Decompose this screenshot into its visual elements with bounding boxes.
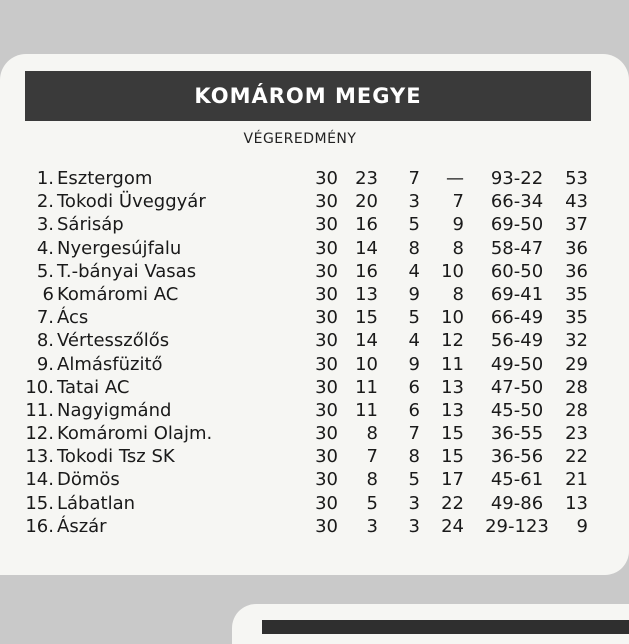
goals-cell: 56-49 — [490, 330, 544, 352]
drawn-cell: 5 — [408, 469, 420, 491]
won-cell: 23 — [355, 168, 378, 189]
table-row — [0, 445, 629, 468]
rank-cell: 15. — [25, 492, 54, 514]
team-name: Ács — [57, 307, 89, 329]
points-cell: 9 — [576, 515, 588, 537]
won-cell: 16 — [355, 214, 378, 236]
played-cell: 30 — [315, 423, 338, 445]
table-row — [0, 422, 629, 445]
points-cell: 22 — [565, 446, 588, 468]
played-cell: 30 — [315, 492, 338, 514]
team-name: Komáromi AC — [57, 283, 179, 305]
rank-cell: 2. — [36, 191, 54, 213]
lost-cell: 13 — [441, 376, 464, 398]
points-cell: 35 — [565, 307, 588, 329]
page-title: KOMÁROM MEGYE — [194, 84, 422, 108]
points-cell: 28 — [565, 399, 588, 421]
drawn-cell: 7 — [408, 423, 420, 445]
rank-cell: 8. — [36, 330, 54, 352]
points-cell: 43 — [565, 191, 588, 213]
drawn-cell: 3 — [408, 515, 420, 537]
goals-cell: 45-50 — [490, 399, 544, 421]
won-cell: 14 — [355, 330, 378, 352]
lost-cell: 22 — [441, 492, 464, 514]
standings-table — [0, 167, 629, 538]
points-cell: 23 — [565, 423, 588, 445]
won-cell: 7 — [366, 446, 378, 468]
subtitle: VÉGEREDMÉNY — [243, 131, 357, 147]
played-cell: 30 — [315, 515, 338, 537]
table-row — [0, 237, 629, 260]
goals-cell: 47-50 — [490, 376, 544, 398]
won-cell: 11 — [355, 399, 378, 421]
goals-cell: 45-61 — [490, 469, 544, 491]
lost-cell: 15 — [441, 423, 464, 445]
goals-cell: 69-50 — [490, 214, 544, 236]
table-row — [0, 376, 629, 399]
points-cell: 36 — [565, 260, 588, 282]
table-row — [0, 353, 629, 376]
drawn-cell: 5 — [408, 214, 420, 236]
lost-cell: 10 — [441, 307, 464, 329]
team-name: T.-bányai Vasas — [57, 260, 197, 282]
played-cell: 30 — [315, 446, 338, 468]
lost-cell: 8 — [452, 237, 464, 259]
played-cell: 30 — [315, 237, 338, 259]
points-cell: 35 — [565, 283, 588, 305]
team-name: Tokodi Tsz SK — [57, 446, 175, 468]
rank-cell: 13. — [25, 446, 54, 468]
goals-cell: 66-49 — [490, 307, 544, 329]
rank-cell: 12. — [25, 423, 54, 445]
drawn-cell: 6 — [408, 399, 420, 421]
won-cell: 13 — [355, 283, 378, 305]
lost-cell: 7 — [452, 191, 464, 213]
won-cell: 15 — [355, 307, 378, 329]
points-cell: 37 — [565, 214, 588, 236]
table-row — [0, 283, 629, 306]
team-name: Ászár — [57, 515, 107, 537]
won-cell: 11 — [355, 376, 378, 398]
played-cell: 30 — [315, 353, 338, 375]
lost-cell: 13 — [441, 399, 464, 421]
rank-cell: 16. — [25, 515, 54, 537]
header-bar — [25, 71, 591, 121]
rank-cell: 6 — [42, 283, 54, 305]
goals-cell: 93-22 — [490, 168, 544, 189]
played-cell: 30 — [315, 168, 338, 189]
rank-cell: 5. — [36, 260, 54, 282]
won-cell: 5 — [366, 492, 378, 514]
lost-cell: 9 — [452, 214, 464, 236]
next-clipping-header-bar — [262, 620, 629, 634]
drawn-cell: 8 — [408, 446, 420, 468]
played-cell: 30 — [315, 260, 338, 282]
played-cell: 30 — [315, 399, 338, 421]
won-cell: 16 — [355, 260, 378, 282]
table-row — [0, 190, 629, 213]
points-cell: 36 — [565, 237, 588, 259]
drawn-cell: 5 — [408, 307, 420, 329]
won-cell: 3 — [366, 515, 378, 537]
points-cell: 29 — [565, 353, 588, 375]
drawn-cell: 3 — [408, 191, 420, 213]
table-row — [0, 260, 629, 283]
lost-cell: 12 — [441, 330, 464, 352]
drawn-cell: 4 — [408, 330, 420, 352]
lost-cell: 10 — [441, 260, 464, 282]
rank-cell: 7. — [36, 307, 54, 329]
drawn-cell: 3 — [408, 492, 420, 514]
goals-cell: 60-50 — [490, 260, 544, 282]
points-cell: 21 — [565, 469, 588, 491]
goals-cell: 29-123 — [485, 515, 549, 537]
played-cell: 30 — [315, 191, 338, 213]
lost-cell: 15 — [441, 446, 464, 468]
team-name: Dömös — [57, 469, 120, 491]
lost-cell: — — [446, 168, 464, 189]
team-name: Vértesszőlős — [57, 330, 170, 352]
rank-cell: 10. — [25, 376, 54, 398]
won-cell: 8 — [366, 423, 378, 445]
played-cell: 30 — [315, 307, 338, 329]
won-cell: 20 — [355, 191, 378, 213]
rank-cell: 14. — [25, 469, 54, 491]
points-cell: 32 — [565, 330, 588, 352]
rank-cell: 1. — [36, 168, 54, 189]
rank-cell: 3. — [36, 214, 54, 236]
team-name: Almásfüzitő — [57, 353, 163, 375]
goals-cell: 36-56 — [490, 446, 544, 468]
goals-cell: 66-34 — [490, 191, 544, 213]
drawn-cell: 8 — [408, 237, 420, 259]
lost-cell: 8 — [452, 283, 464, 305]
table-row — [0, 306, 629, 329]
table-row — [0, 329, 629, 352]
table-row — [0, 213, 629, 236]
team-name: Tokodi Üveggyár — [57, 191, 206, 213]
table-row — [0, 515, 629, 538]
team-name: Esztergom — [57, 168, 153, 189]
points-cell: 28 — [565, 376, 588, 398]
drawn-cell: 6 — [408, 376, 420, 398]
team-name: Lábatlan — [57, 492, 136, 514]
table-row — [0, 468, 629, 491]
goals-cell: 58-47 — [490, 237, 544, 259]
rank-cell: 11. — [25, 399, 54, 421]
lost-cell: 11 — [441, 353, 464, 375]
won-cell: 10 — [355, 353, 378, 375]
played-cell: 30 — [315, 283, 338, 305]
table-row — [0, 167, 629, 190]
drawn-cell: 9 — [408, 283, 420, 305]
drawn-cell: 7 — [408, 168, 420, 189]
table-row — [0, 492, 629, 515]
points-cell: 53 — [565, 168, 588, 189]
table-row — [0, 399, 629, 422]
team-name: Sárisáp — [57, 214, 124, 236]
played-cell: 30 — [315, 376, 338, 398]
won-cell: 8 — [366, 469, 378, 491]
goals-cell: 49-86 — [490, 492, 544, 514]
rank-cell: 9. — [36, 353, 54, 375]
lost-cell: 24 — [441, 515, 464, 537]
team-name: Nagyigmánd — [57, 399, 172, 421]
won-cell: 14 — [355, 237, 378, 259]
played-cell: 30 — [315, 330, 338, 352]
goals-cell: 49-50 — [490, 353, 544, 375]
team-name: Tatai AC — [57, 376, 130, 398]
drawn-cell: 4 — [408, 260, 420, 282]
goals-cell: 36-55 — [490, 423, 544, 445]
rank-cell: 4. — [36, 237, 54, 259]
played-cell: 30 — [315, 469, 338, 491]
points-cell: 13 — [565, 492, 588, 514]
drawn-cell: 9 — [408, 353, 420, 375]
goals-cell: 69-41 — [490, 283, 544, 305]
lost-cell: 17 — [441, 469, 464, 491]
team-name: Komáromi Olajm. — [57, 423, 213, 445]
team-name: Nyergesújfalu — [57, 237, 182, 259]
played-cell: 30 — [315, 214, 338, 236]
